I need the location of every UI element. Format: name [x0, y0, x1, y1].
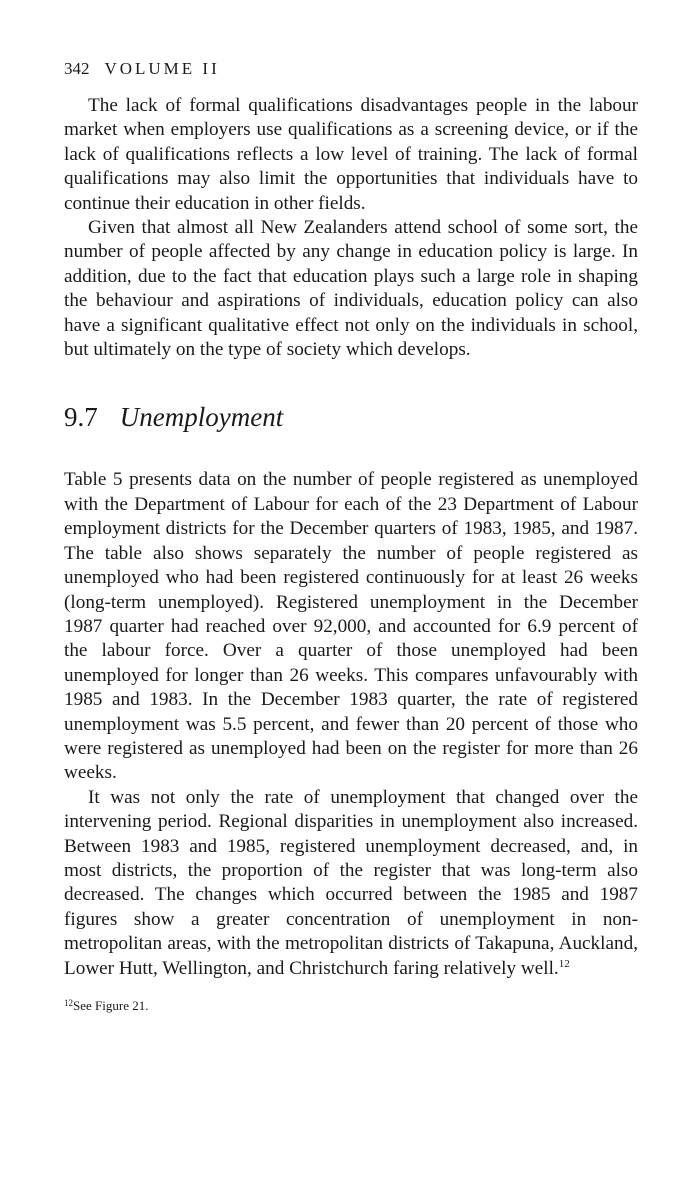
volume-label: VOLUME II	[104, 59, 220, 78]
section-number: 9.7	[64, 402, 98, 433]
paragraph-qualifications: The lack of formal qualifications disadvantages people in the labour market when employers use qualifications as a screening device, or if the lack of qualifications reflects a low level of training. The lack of formal qualifications may also limit the opportunities that individuals have to continue their education in other fields.	[64, 95, 638, 214]
footnote-text: See Figure 21.	[73, 998, 149, 1013]
paragraph-regional-disparities	[64, 786, 638, 981]
section-heading	[64, 400, 638, 434]
book-page	[64, 58, 638, 1015]
footnote-marker: 12	[64, 998, 73, 1008]
footnote-reference: 12	[558, 957, 570, 970]
section-title: Unemployment	[119, 402, 284, 433]
page-number: 342	[64, 59, 90, 78]
running-head	[64, 58, 638, 80]
paragraph-table-5: Table 5 presents data on the number of people registered as unemployed with the Department of Labour for each of the 23 Department of Labour employment districts for the December quarters of 1983, 1985, and 1987. The table also shows separately the number of people registered as unemployed who had been registered continuously for at least 26 weeks (long-term unemployed). Registered unemployment in the December 1987 quarter had reached over 92,000, and accounted for 6.9 percent of the labour force. Over a quarter of those unemployed had been unemployed for longer than 26 weeks. This compares unfavourably with 1985 and 1983. In the December 1983 quarter, the rate of registered unemployment was 5.5 percent, and fewer than 20 percent of those who were registered as unemployed had been on the register for more than 26 weeks.	[64, 469, 638, 784]
footnote	[64, 997, 638, 1015]
paragraph-regional-text: It was not only the rate of unemployment that changed over the intervening period. Regional disparities in unemployment also increased. Between 1983 and 1985, registered unemployment decreased, and, in most districts, the proportion of the register that was long-term also decreased. The changes which occurred between the 1985 and 1987 figures show a greater concentration of unemployment in non-metropolitan areas, with the metropolitan districts of Takapuna, Auckland, Lower Hutt, Wellington, and Christchurch faring relatively well.	[64, 786, 638, 979]
paragraph-education-policy: Given that almost all New Zealanders attend school of some sort, the number of people affected by any change in education policy is large. In addition, due to the fact that education plays such a large role in shaping the behaviour and aspirations of individuals, education policy can also have a significant qualitative effect not only on the individuals in school, but ultimately on the type of society which develops.	[64, 217, 638, 361]
